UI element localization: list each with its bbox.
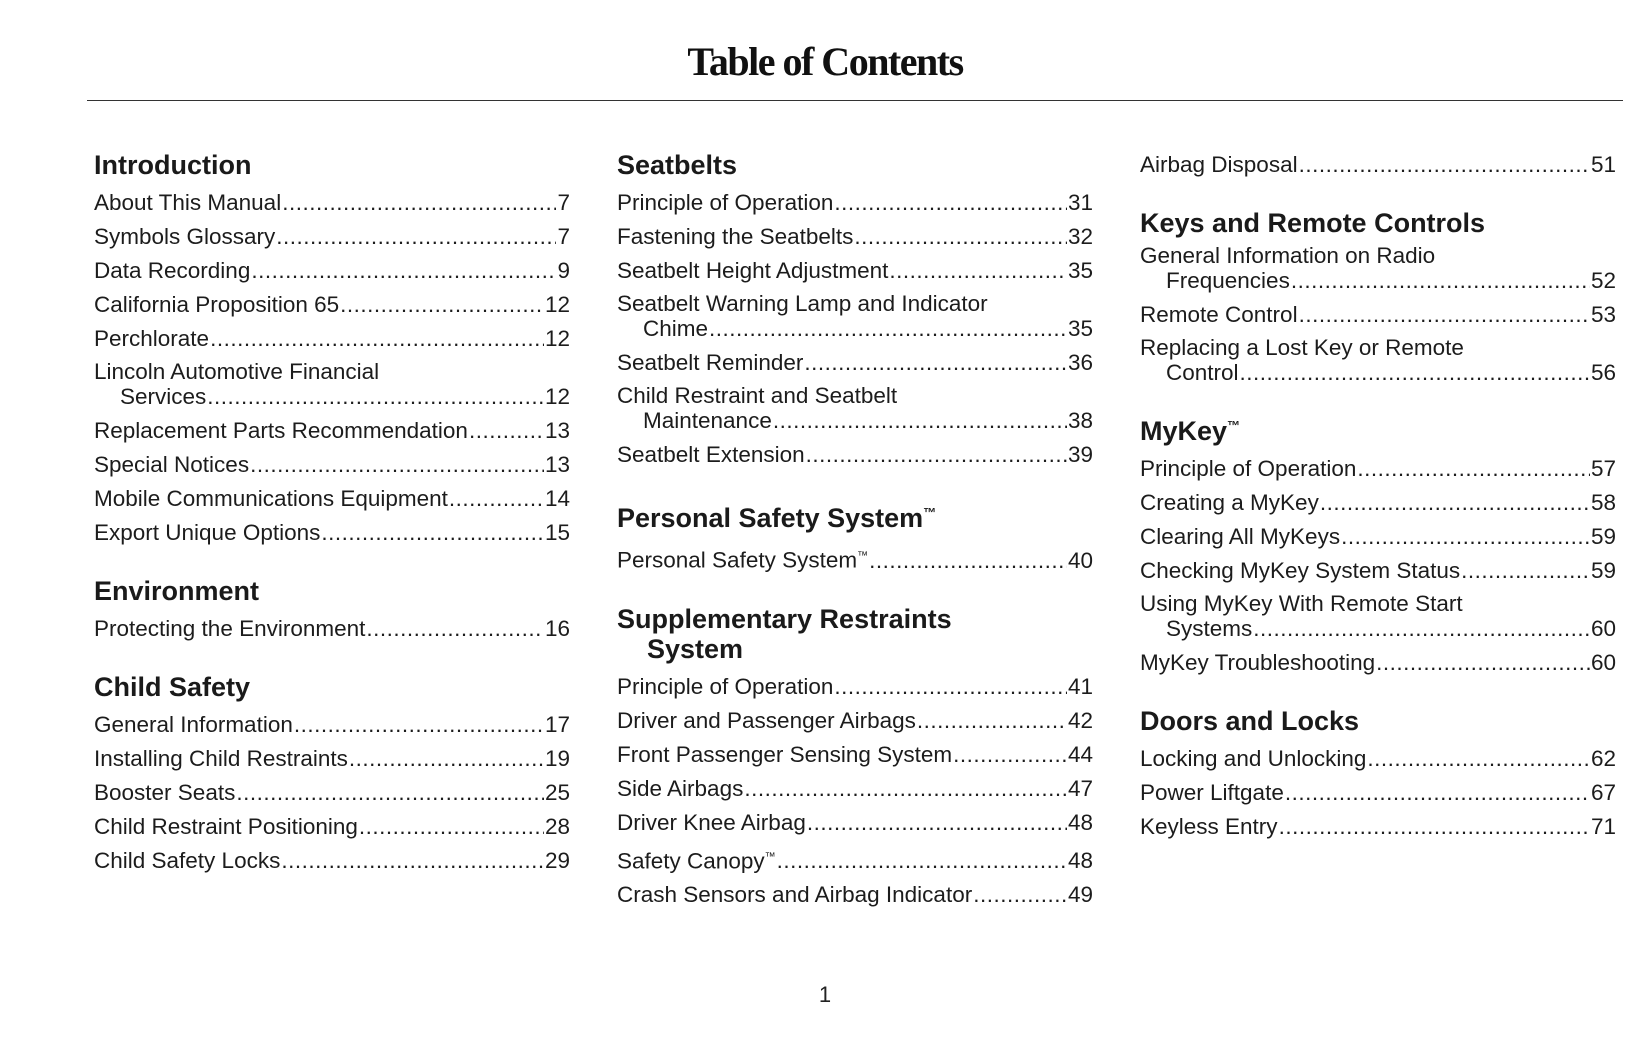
dot-leader [777, 844, 1067, 878]
dot-leader [1376, 646, 1590, 680]
page-ref: 56 [1590, 360, 1616, 385]
page-ref: 48 [1067, 809, 1093, 835]
dot-leader [889, 254, 1067, 288]
dot-leader [236, 776, 544, 810]
toc-entry-keyless-entry[interactable]: Keyless Entry ..... 71 [1140, 810, 1616, 844]
page-ref: 25 [544, 780, 570, 805]
dot-leader [1367, 742, 1590, 776]
section-heading: Environment [94, 576, 260, 606]
toc-entry-replacing-lost-key[interactable]: Replacing a Lost Key or Remote Control ..... 56 [1140, 336, 1616, 385]
dot-leader [340, 288, 544, 322]
toc-entry-mykey-principle[interactable]: Principle of Operation ..... 57 [1140, 452, 1616, 486]
dot-leader [276, 220, 556, 254]
section-seatbelts [617, 150, 1093, 472]
section-heading: Child Safety [94, 672, 251, 702]
toc-entry-front-passenger-sensing[interactable]: Front Passenger Sensing System ..... 44 [617, 738, 1093, 772]
section-heading: Keys and Remote Controls [1140, 208, 1486, 238]
trademark-symbol: ™ [764, 850, 776, 863]
dot-leader [1240, 360, 1590, 385]
dot-leader [1299, 148, 1590, 182]
trademark-symbol: ™ [857, 550, 869, 562]
page-ref: 49 [1067, 882, 1093, 907]
dot-leader [744, 772, 1067, 806]
dot-leader [1291, 268, 1590, 293]
toc-entry-radio-frequencies[interactable]: General Information on Radio Frequencies ..... 52 [1140, 244, 1616, 293]
toc-entry-protecting-environment[interactable]: Protecting the Environment ..... 16 [94, 612, 570, 646]
dot-leader [804, 346, 1067, 380]
dot-leader [1461, 554, 1590, 588]
dot-leader [806, 438, 1067, 472]
toc-column-3 [1140, 150, 1616, 870]
page-ref: 19 [544, 746, 570, 771]
page-ref: 13 [544, 418, 570, 443]
section-introduction [94, 150, 570, 550]
toc-entry-side-airbags[interactable]: Side Airbags ..... 47 [617, 772, 1093, 806]
section-heading: Doors and Locks [1140, 706, 1360, 736]
section-environment [94, 576, 570, 646]
page-title: Table of Contents [687, 39, 963, 84]
toc-entry-general-information[interactable]: General Information ..... 17 [94, 708, 570, 742]
dot-leader [469, 414, 544, 448]
page-ref: 41 [1067, 673, 1093, 699]
page-ref: 36 [1067, 350, 1093, 375]
dot-leader [294, 708, 544, 742]
toc-entry-seatbelt-reminder[interactable]: Seatbelt Reminder ..... 36 [617, 346, 1093, 380]
toc-entry-seatbelt-height-adjustment[interactable]: Seatbelt Height Adjustment ..... 35 [617, 254, 1093, 288]
section-mykey [1140, 411, 1616, 680]
dot-leader [1299, 298, 1590, 332]
page-ref: 52 [1590, 268, 1616, 293]
toc-column-2 [617, 150, 1093, 938]
page-ref: 31 [1067, 190, 1093, 215]
dot-leader [709, 316, 1067, 341]
toc-entry-seatbelt-extension[interactable]: Seatbelt Extension ..... 39 [617, 438, 1093, 472]
toc-entry-creating-mykey[interactable]: Creating a MyKey ..... 58 [1140, 486, 1616, 520]
toc-entry-replacement-parts[interactable]: Replacement Parts Recommendation ..... 13 [94, 414, 570, 448]
page-number: 1 [818, 982, 832, 1007]
page-ref: 59 [1590, 524, 1616, 549]
dot-leader [210, 322, 544, 356]
dot-leader [250, 448, 544, 482]
page-ref: 32 [1067, 224, 1093, 249]
toc-entry-child-restraint-positioning[interactable]: Child Restraint Positioning ..... 28 [94, 810, 570, 844]
dot-leader [1279, 810, 1590, 844]
page-ref: 12 [544, 292, 570, 317]
toc-entry-airbag-disposal[interactable]: Airbag Disposal ..... 51 [1140, 148, 1616, 182]
toc-entry-driver-passenger-airbags[interactable]: Driver and Passenger Airbags ..... 42 [617, 704, 1093, 738]
toc-entry-mykey-troubleshooting[interactable]: MyKey Troubleshooting ..... 60 [1140, 646, 1616, 680]
page-ref: 53 [1590, 302, 1616, 327]
dot-leader [207, 384, 544, 409]
page-ref: 9 [557, 258, 570, 283]
section-heading: Seatbelts [617, 150, 738, 180]
dot-leader [366, 612, 544, 646]
dot-leader [917, 704, 1067, 738]
page-ref: 62 [1590, 746, 1616, 771]
page-ref: 12 [544, 326, 570, 351]
toc-entry-srs-principle-of-operation[interactable]: Principle of Operation ..... 41 [617, 670, 1093, 704]
page-ref: 17 [544, 712, 570, 737]
toc-entry-remote-control[interactable]: Remote Control ..... 53 [1140, 298, 1616, 332]
toc-column-1 [94, 150, 570, 904]
toc-entry-symbols-glossary[interactable]: Symbols Glossary ..... 7 [94, 220, 570, 254]
page-ref: 57 [1590, 456, 1616, 481]
toc-entry-personal-safety-system[interactable]: Personal Safety System™ ..... 40 [617, 539, 1093, 578]
toc-entry-power-liftgate[interactable]: Power Liftgate ..... 67 [1140, 776, 1616, 810]
dot-leader [1253, 616, 1590, 641]
dot-leader [359, 810, 544, 844]
trademark-symbol: ™ [923, 505, 937, 520]
page-ref: 35 [1067, 316, 1093, 341]
page-ref: 51 [1590, 152, 1616, 177]
page-ref: 13 [544, 452, 570, 477]
dot-leader [349, 742, 544, 776]
toc-entry-child-safety-locks[interactable]: Child Safety Locks ..... 29 [94, 844, 570, 878]
toc-entry-driver-knee-airbag[interactable]: Driver Knee Airbag ..... 48 [617, 806, 1093, 840]
page-ref: 39 [1067, 442, 1093, 467]
toc-entry-fastening-seatbelts[interactable]: Fastening the Seatbelts ..... 32 [617, 220, 1093, 254]
toc-entry-safety-canopy[interactable]: Safety Canopy™ ..... 48 [617, 840, 1093, 879]
dot-leader [973, 878, 1067, 912]
dot-leader [773, 408, 1067, 433]
page-ref: 58 [1590, 490, 1616, 515]
dot-leader [953, 738, 1067, 772]
page-ref: 35 [1067, 258, 1093, 283]
page-ref: 44 [1067, 741, 1093, 767]
section-srs-continued [1140, 148, 1616, 182]
toc-entry-mykey-remote-start[interactable]: Using MyKey With Remote Start Systems ..... 60 [1140, 592, 1616, 641]
trademark-symbol: ™ [1227, 418, 1241, 433]
section-personal-safety-system [617, 498, 1093, 578]
toc-entry-data-recording[interactable]: Data Recording ..... 9 [94, 254, 570, 288]
dot-leader [1341, 520, 1590, 554]
toc-entry-installing-child-restraints[interactable]: Installing Child Restraints ..... 19 [94, 742, 570, 776]
page-ref: 12 [544, 384, 570, 409]
dot-leader [807, 806, 1067, 840]
toc-entry-about-this-manual[interactable]: About This Manual ..... 7 [94, 186, 570, 220]
toc-entry-child-restraint-maintenance[interactable]: Child Restraint and Seatbelt Maintenance ..... 38 [617, 384, 1093, 433]
page-ref: 67 [1590, 780, 1616, 805]
dot-leader [1320, 486, 1590, 520]
section-heading: Personal Safety System™ [617, 503, 937, 533]
page-ref: 38 [1067, 408, 1093, 433]
toc-entry-lincoln-automotive-financial-services[interactable]: Lincoln Automotive Financial Services ..... 12 [94, 360, 570, 409]
page-ref: 16 [544, 616, 570, 641]
dot-leader [251, 254, 556, 288]
section-supplementary-restraints [617, 604, 1093, 913]
toc-entry-locking-unlocking[interactable]: Locking and Unlocking ..... 62 [1140, 742, 1616, 776]
toc-entry-clearing-mykeys[interactable]: Clearing All MyKeys ..... 59 [1140, 520, 1616, 554]
page-ref: 28 [544, 814, 570, 839]
dot-leader [834, 670, 1067, 704]
toc-entry-export-unique-options[interactable]: Export Unique Options ..... 15 [94, 516, 570, 550]
toc-entry-perchlorate[interactable]: Perchlorate ..... 12 [94, 322, 570, 356]
page-ref: 15 [544, 520, 570, 545]
page-ref: 60 [1590, 650, 1616, 675]
section-keys-remote-controls [1140, 208, 1616, 385]
page-ref: 40 [1067, 547, 1093, 573]
dot-leader [854, 220, 1067, 254]
dot-leader [321, 516, 544, 550]
page-ref: 7 [557, 224, 570, 249]
dot-leader [869, 544, 1067, 578]
section-heading: Introduction [94, 150, 252, 180]
page-ref: 59 [1590, 558, 1616, 583]
section-doors-locks [1140, 706, 1616, 844]
toc-entry-booster-seats[interactable]: Booster Seats ..... 25 [94, 776, 570, 810]
page-ref: 7 [557, 190, 570, 215]
section-heading: MyKey™ [1140, 416, 1241, 446]
toc-entry-california-proposition-65[interactable]: California Proposition 65 ..... 12 [94, 288, 570, 322]
dot-leader [449, 482, 544, 516]
dot-leader [1285, 776, 1590, 810]
toc-entry-crash-sensors[interactable]: Crash Sensors and Airbag Indicator ..... 49 [617, 878, 1093, 912]
page-ref: 14 [544, 486, 570, 511]
page-ref: 29 [544, 848, 570, 873]
section-child-safety [94, 672, 570, 878]
page-ref: 47 [1067, 775, 1093, 801]
toc-entry-special-notices[interactable]: Special Notices ..... 13 [94, 448, 570, 482]
toc-entry-checking-mykey-status[interactable]: Checking MyKey System Status ..... 59 [1140, 554, 1616, 588]
dot-leader [281, 844, 544, 878]
toc-entry-mobile-communications[interactable]: Mobile Communications Equipment ..... 14 [94, 482, 570, 516]
section-heading: Supplementary Restraints System [617, 603, 952, 664]
page-ref: 48 [1067, 848, 1093, 873]
toc-entry-seatbelt-warning-lamp[interactable]: Seatbelt Warning Lamp and Indicator Chime ..... 35 [617, 292, 1093, 341]
dot-leader [834, 186, 1067, 220]
title-divider [87, 100, 1623, 101]
dot-leader [282, 186, 556, 220]
page-ref: 60 [1590, 616, 1616, 641]
toc-entry-principle-of-operation[interactable]: Principle of Operation ..... 31 [617, 186, 1093, 220]
dot-leader [1357, 452, 1590, 486]
page-ref: 71 [1590, 814, 1616, 839]
page-ref: 42 [1067, 707, 1093, 733]
